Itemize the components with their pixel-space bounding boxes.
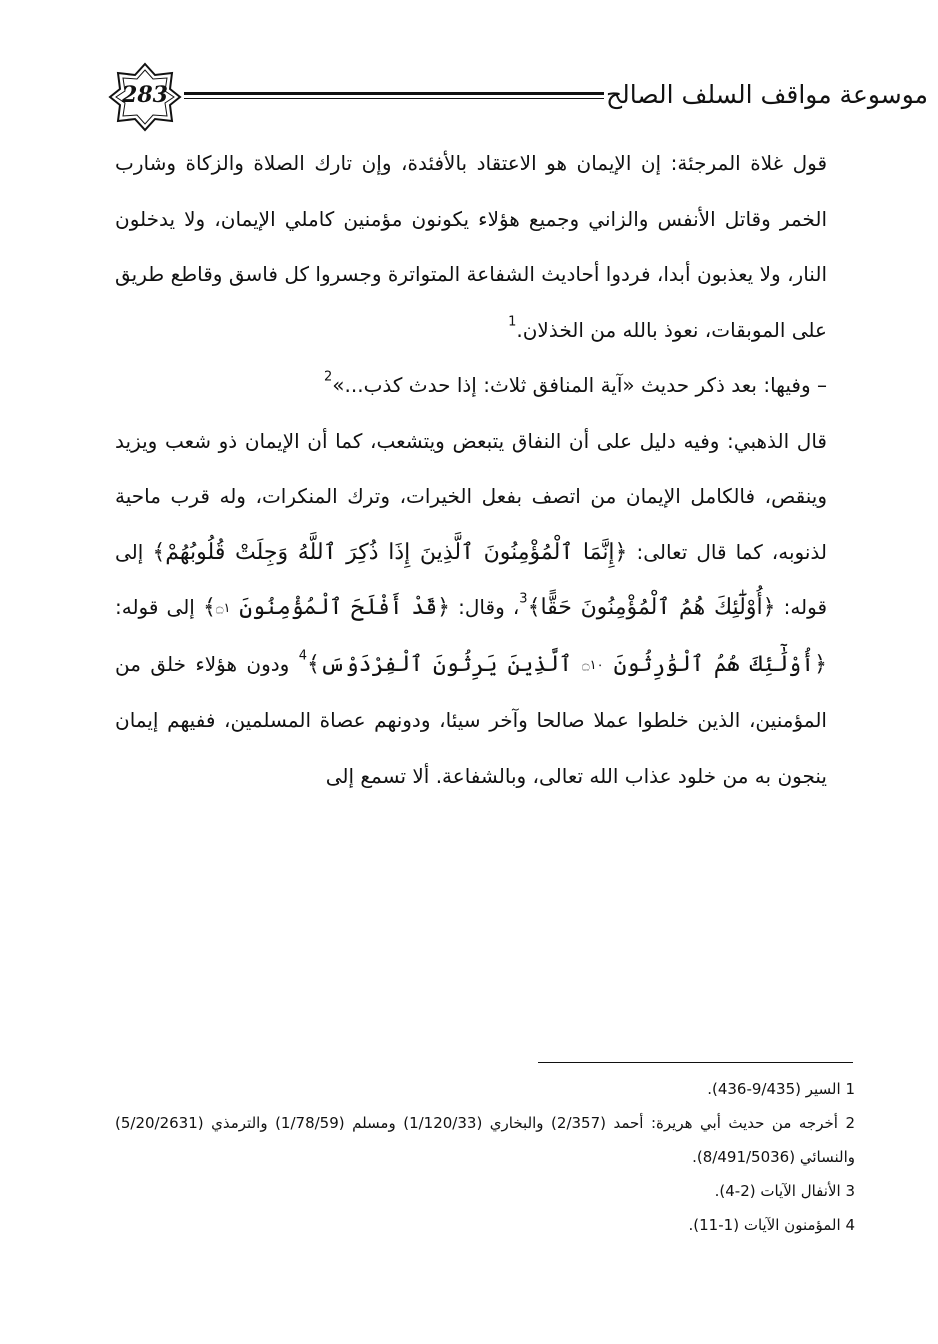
quran-verse-3-close: ﴾ xyxy=(202,595,216,620)
paragraph-3-text-a: قال الذهبي: وفيه دليل على أن النفاق يتبعض ويتشعب، كما أن الإيمان ذو شعب ويزيد وينقص، فالكامل الإيمان من اتصف بفعل الخيرات، وترك المنكرات، وله قرب ماحية لذنوبه، كما قال تعالى: xyxy=(115,428,828,564)
paragraph-3 xyxy=(115,414,827,805)
footnote-2 xyxy=(115,1106,855,1174)
footnote-text: المؤمنون الآيات (1-11). xyxy=(688,1216,841,1234)
footnote-number: 1 xyxy=(845,1080,855,1098)
paragraph-3-text-d: إلى قوله: xyxy=(115,595,195,619)
quran-verse-3-text: ﴿قَدْ أَفْلَحَ ٱلْمُؤْمِنُونَ xyxy=(239,595,451,620)
page-number-badge xyxy=(108,62,182,132)
paragraph-3-text-e: ودون هؤلاء خلق من المؤمنين، الذين خلطوا عملا صالحا وآخر سيئا، ودونهم عصاة المسلمين، ففيهم إيمان ينجون به من خلود عذاب الله تعالى، وبالشفاعة. ألا تسمع إلى xyxy=(115,651,827,788)
footnote-ref-4[interactable]: 4 xyxy=(298,647,308,663)
main-text xyxy=(115,136,827,804)
page-number: 283 xyxy=(122,82,168,108)
paragraph-2 xyxy=(115,358,827,414)
page-header xyxy=(100,62,929,132)
paragraph-3-text-c: ، وقال: xyxy=(458,595,520,619)
footnote-number: 2 xyxy=(845,1114,855,1132)
header-rule xyxy=(184,92,604,95)
quran-verse-2: ﴿أُوْلَٰٓئِكَ هُمُ ٱلْمُؤْمِنُونَ حَقًّا﴾ xyxy=(527,595,776,620)
paragraph-3-text-b: إلى قوله: xyxy=(115,539,828,619)
header-rule-thin xyxy=(184,98,604,99)
footnote-ref-2[interactable]: 2 xyxy=(324,369,333,385)
footnote-number: 4 xyxy=(845,1216,855,1234)
ayah-marker-icon: ۝١ xyxy=(215,601,231,616)
quran-verse-4-continuation: ٱلَّذِينَ يَرِثُونَ ٱلْفِرْدَوْسَ﴾ xyxy=(307,651,572,677)
quran-verse-4-text: ﴿أُوْلَٰٓئِكَ هُمُ ٱلْوَٰرِثُونَ xyxy=(613,651,827,677)
footnote-text: أخرجه من حديث أبي هريرة: أحمد (2/357) والبخاري (1/120/33) ومسلم (1/78/59) والترمذي (5/20/2631) والنسائي (8/491/5036). xyxy=(115,1114,855,1166)
footnote-ref-1[interactable]: 1 xyxy=(508,313,517,329)
paragraph-2-text: – وفيها: بعد ذكر حديث «آية المنافق ثلاث: إذا حدث كذب...» xyxy=(332,373,827,397)
footnote-4 xyxy=(115,1208,855,1242)
paragraph-1-text: قول غلاة المرجئة: إن الإيمان هو الاعتقاد بالأفئدة، وإن تارك الصلاة والزكاة وشارب الخمر وقاتل الأنفس والزاني وجميع هؤلاء يكونون مؤمنين كاملي الإيمان، ولا يدخلون النار، ولا يعذبون أبدا، فردوا أحاديث الشفاعة المتواترة وجسروا كل فاسق وقاطع طريق على الموبقات، نعوذ بالله من الخذلان. xyxy=(115,151,827,342)
footnote-ref-3[interactable]: 3 xyxy=(519,591,528,607)
paragraph-1 xyxy=(115,136,827,358)
footnotes xyxy=(115,1072,855,1242)
footnote-1 xyxy=(115,1072,855,1106)
quran-verse-4 xyxy=(307,652,827,677)
footnote-text: السير (9/435-436). xyxy=(707,1080,841,1098)
ayah-marker-icon: ۝١٠ xyxy=(581,657,604,673)
quran-verse-3 xyxy=(203,595,450,620)
footnote-separator xyxy=(538,1062,853,1063)
footnote-3 xyxy=(115,1174,855,1208)
quran-verse-1: ﴿إِنَّمَا ٱلْمُؤْمِنُونَ ٱلَّذِينَ إِذَا ذُكِرَ ٱللَّهُ وَجِلَتْ قُلُوبُهُمْ﴾ xyxy=(152,539,628,565)
footnote-number: 3 xyxy=(845,1182,855,1200)
footnote-text: الأنفال الآيات (2-4). xyxy=(714,1182,841,1200)
book-title: موسوعة مواقف السلف الصالح xyxy=(606,80,929,109)
